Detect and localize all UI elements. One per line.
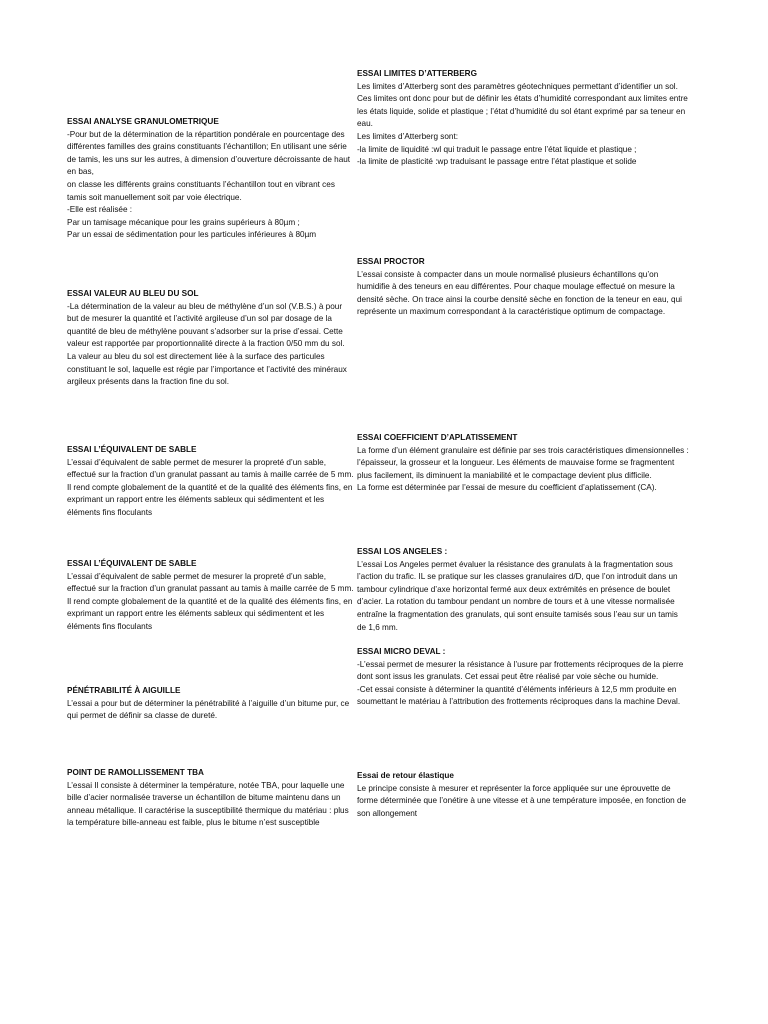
section-equivalent-de-sable-2: [67, 558, 355, 634]
section-body: La forme d’un élément granulaire est définie par ses trois caractéristiques dimensionnelles : l’épaisseur, la grosseur et la longueur. Les éléments de mauvaise forme se fragmentent plus facilement, ils diminuent la maniabilité et le compactage devient plus difficile. La forme est déterminée par l’essai de mesure du coefficient d’aplatissement (CA).: [357, 445, 689, 493]
section-title: ESSAI LOS ANGELES :: [357, 547, 448, 556]
section-valeur-au-bleu: [67, 288, 355, 389]
section-title: ESSAI L’ÉQUIVALENT DE SABLE: [67, 559, 197, 568]
section-retour-elastique: [357, 770, 689, 820]
section-body: -L’essai permet de mesurer la résistance à l’usure par frottements réciproques de la pierre dont sont issus les granulats. Cet essai peut être réalisé par voie sèche ou humide. -Cet essai consiste à déterminer la quantité d’éléments inférieurs à 12,5 mm produite en soumettant le matériau à l’attribution des frottements réciproques dans la machine Deval.: [357, 659, 684, 707]
section-title: ESSAI PROCTOR: [357, 257, 425, 266]
section-body: L’essai d’équivalent de sable permet de mesurer la propreté d’un sable, effectué sur la fraction d’un granulat passant au tamis à maille carrée de 5 mm. Il rend compte globalement de la quantité et de la qualité des éléments fins, en exprimant un rapport entre les éléments sableux qui sédimentent et les éléments fins floculants: [67, 457, 354, 517]
section-title: ESSAI ANALYSE GRANULOMETRIQUE: [67, 117, 219, 126]
section-coefficient-aplatissement: [357, 432, 689, 495]
section-equivalent-de-sable-1: [67, 444, 355, 520]
section-title: PÉNÉTRABILITÉ À AIGUILLE: [67, 686, 181, 695]
section-body: -La détermination de la valeur au bleu de méthylène d’un sol (V.B.S.) à pour but de mesurer la quantité et l’activité argileuse d’un sol par dosage de la quantité de bleu de méthylène pouvant s’adsorber sur la prise d’essai. Cette valeur est rapportée par proportionnalité directe à la fraction 0/50 mm du sol. La valeur au bleu du sol est directement liée à la surface des particules constituant le sol, laquelle est régie par l’importance et l’activité des minéraux argileux présents dans la fraction fine du sol.: [67, 301, 347, 387]
section-title: POINT DE RAMOLLISSEMENT TBA: [67, 768, 204, 777]
section-body: Le principe consiste à mesurer et représenter la force appliquée sur une éprouvette de forme déterminée que l’onétire à une vitesse et à une température imposée, en fonction de son allongement: [357, 783, 687, 818]
section-body: L’essai Il consiste à déterminer la température, notée TBA, pour laquelle une bille d’acier normalisée traverse un échantillon de bitume maintenu dans un anneau métallique. Il caractérise la susceptibilité thermique du matériau : plus la température bille-anneau est faible, plus le bitume n’est susceptible: [67, 780, 349, 828]
section-title: ESSAI MICRO DEVAL :: [357, 647, 446, 656]
section-limites-atterberg: [357, 68, 689, 169]
section-body: L’essai Los Angeles permet évaluer la résistance des granulats à la fragmentation sous l’action du trafic. IL se pratique sur les classes granulaires d/D, que l’on introduit dans un tambour cylindrique d’axe horizontal fermé aux deux extrémités en présence de boulet d’acier. La rotation du tambour pendant un nombre de tours et à une vitesse normalisée entraîne la fragmentation des granulats, qui sont ensuite tamisés sous l’eau sur un tamis de 1,6 mm.: [357, 559, 678, 632]
section-title: ESSAI LIMITES D’ATTERBERG: [357, 69, 477, 78]
section-point-ramollissement: [67, 767, 355, 830]
section-body: Les limites d’Atterberg sont des paramètres géotechniques permettant d’identifier un sol. Ces limites ont donc pour but de définir les états d’humidité correspondant aux limites entre les états liquide, solide et plastique ; l’état d’humidité du sol étant exprimé par sa teneur en eau. Les limites d’Atterberg sont: -la limite de liquidité :wl qui traduit le passage entre l’état liquide et plastique ; -la limite de plasticité :wp traduisant le passage entre l’état plastique et solide: [357, 81, 688, 167]
section-title: ESSAI L’ÉQUIVALENT DE SABLE: [67, 445, 197, 454]
section-penetrabilite-aiguille: [67, 685, 355, 723]
section-body: L’essai d’équivalent de sable permet de mesurer la propreté d’un sable, effectué sur la fraction d’un granulat passant au tamis à maille carrée de 5 mm. Il rend compte globalement de la quantité et de la qualité des éléments fins, en exprimant un rapport entre les éléments sableux qui sédimentent et les éléments fins floculants: [67, 571, 354, 631]
section-proctor: [357, 256, 689, 319]
section-body: L’essai consiste à compacter dans un moule normalisé plusieurs échantillons qu’on humidifie à des teneurs en eau différentes. Pour chaque moulage effectué on mesure la densité sèche. On trace ainsi la courbe densité sèche en fonction de la teneur en eau, qui représente un maximum correspondant à la caractéristique optimum de compactage.: [357, 269, 682, 317]
section-analyse-granulometrique: [67, 116, 355, 242]
section-title: ESSAI COEFFICIENT D’APLATISSEMENT: [357, 433, 518, 442]
section-title: Essai de retour élastique: [357, 771, 454, 780]
section-body: L’essai a pour but de déterminer la pénétrabilité à l’aiguille d’un bitume pur, ce qui permet de définir sa classe de dureté.: [67, 698, 350, 721]
section-micro-deval: [357, 646, 689, 709]
section-title: ESSAI VALEUR AU BLEU DU SOL: [67, 289, 199, 298]
section-los-angeles: [357, 546, 689, 634]
section-body: -Pour but de la détermination de la répartition pondérale en pourcentage des différentes familles des grains constituants l’échantillon; En utilisant une série de tamis, les uns sur les autres, à dimension d’ouverture décroissante de haut en bas, on classe les différents grains constituants l’échantillon tout en vibrant ces tamis soit manuellement soit par voie électrique. -Elle est réalisée : Par un tamisage mécanique pour les grains supérieurs à 80µm ; Par un essai de sédimentation pour les particules inférieures à 80µm: [67, 129, 351, 240]
